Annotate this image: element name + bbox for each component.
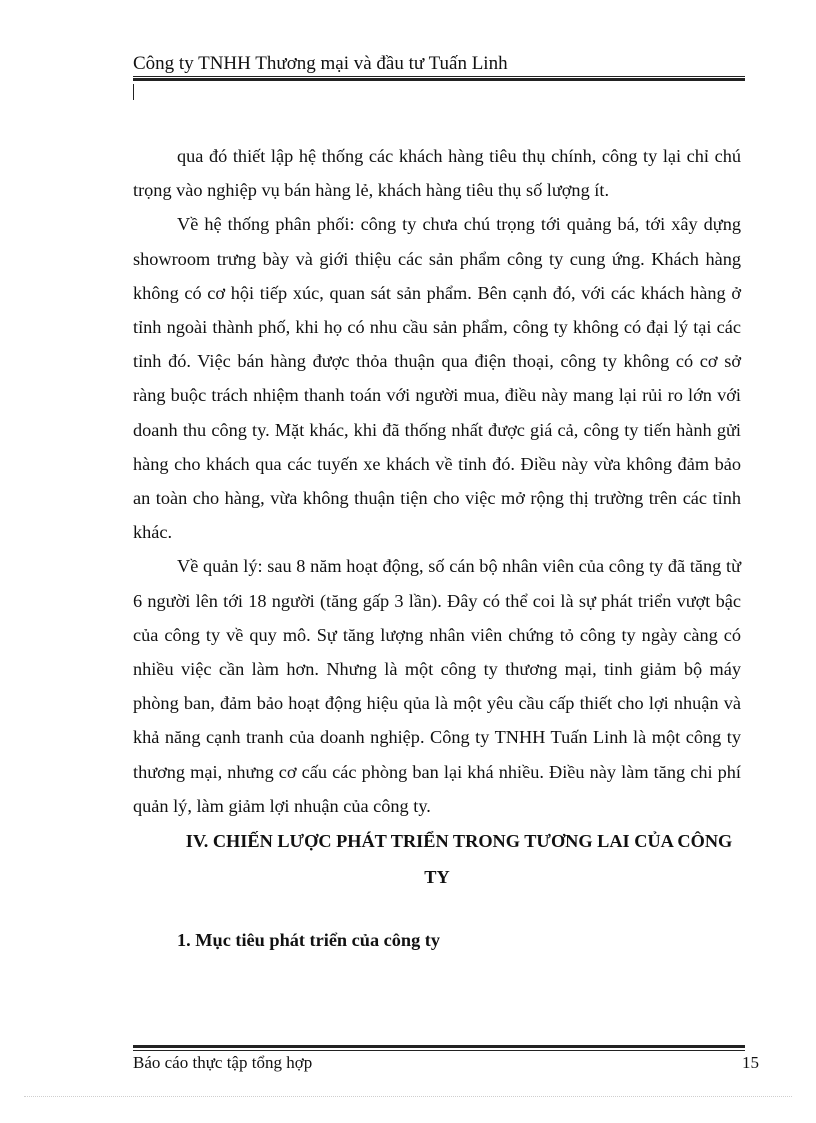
- header-rule-thick: [133, 78, 745, 81]
- section-heading: IV. CHIẾN LƯỢC PHÁT TRIỂN TRONG TƯƠNG LAI CỦA CÔNG TY: [185, 831, 733, 887]
- body-text: [133, 139, 741, 823]
- page-footer: [133, 1052, 759, 1074]
- footer-rule: [133, 1050, 745, 1051]
- sub-heading: 1. Mục tiêu phát triển của công ty: [177, 930, 441, 950]
- text-cursor: [133, 84, 134, 100]
- paragraph: qua đó thiết lập hệ thống các khách hàng tiêu thụ chính, công ty lại chỉ chú trọng vào nghiệp vụ bán hàng lẻ, khách hàng tiêu thụ số lượng ít.: [133, 146, 741, 201]
- paragraph: Về hệ thống phân phối: công ty chưa chú trọng tới quảng bá, tới xây dựng showroom trưng bày và giới thiệu các sản phẩm công ty cung ứng. Khách hàng không có cơ hội tiếp xúc, quan sát sản phẩm. Bên cạnh đó, với các khách hàng ở tỉnh ngoài thành phố, khi họ có nhu cầu sản phẩm, công ty không có đại lý tại các tỉnh đó. Việc bán hàng được thỏa thuận qua điện thoại, công ty không có cơ sở ràng buộc trách nhiệm thanh toán với người mua, điều này mang lại rủi ro lớn với doanh thu công ty. Mặt khác, khi đã thống nhất được giá cả, công ty tiến hành gửi hàng cho khách qua các tuyến xe khách về tỉnh đó. Điều này vừa không đảm bảo an toàn cho hàng, vừa không thuận tiện cho việc mở rộng thị trường trên các tỉnh khác.: [133, 214, 741, 543]
- footer-rule-thick: [133, 1045, 745, 1048]
- page-header: Công ty TNHH Thương mại và đầu tư Tuấn Linh: [133, 53, 508, 74]
- footer-label: Báo cáo thực tập tổng hợp: [133, 1053, 313, 1072]
- page-number: 15: [742, 1053, 759, 1072]
- page-boundary: [24, 1096, 792, 1097]
- paragraph: Về quản lý: sau 8 năm hoạt động, số cán bộ nhân viên của công ty đã tăng từ 6 người lên tới 18 người (tăng gấp 3 lần). Đây có thể coi là sự phát triển vượt bậc của công ty về quy mô. Sự tăng lượng nhân viên chứng tỏ công ty ngày càng có nhiều việc cần làm hơn. Nhưng là một công ty thương mại, tinh giảm bộ máy phòng ban, đảm bảo hoạt động hiệu qủa là một yêu cầu cấp thiết cho lợi nhuận và khả năng cạnh tranh của doanh nghiệp. Công ty TNHH Tuấn Linh là một công ty thương mại, nhưng cơ cấu các phòng ban lại khá nhiều. Điều này làm tăng chi phí quản lý, làm giảm lợi nhuận của công ty.: [133, 556, 741, 816]
- header-rule: [133, 76, 745, 77]
